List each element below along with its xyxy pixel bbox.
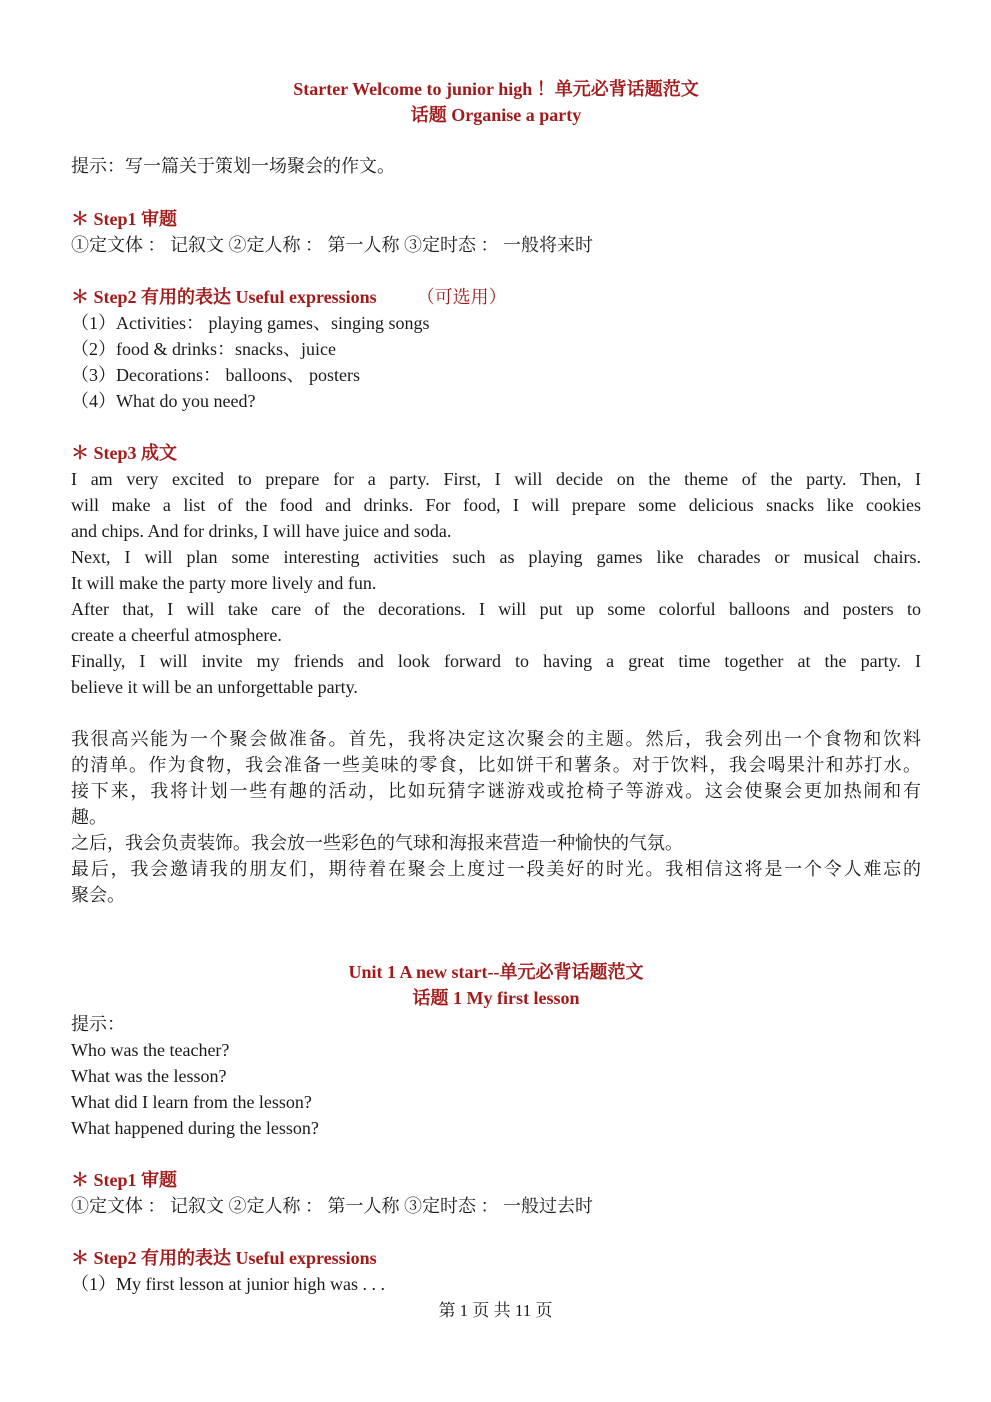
list-item: （2）food & drinks：snacks、juice xyxy=(71,339,336,359)
step1-text: ①定文体 ： 记叙文 ②定人称 ： 第一人称 ③定时态 ： 一般过去时 xyxy=(71,1196,593,1216)
section1-step2 xyxy=(71,284,921,414)
step2-heading: ＊ Step2 有用的表达 Useful expressions xyxy=(71,287,377,307)
essay-line: believe it will be an unforgettable party. xyxy=(71,677,358,697)
essay-zh-line: 我很高兴能为一个聚会做准备。首先，我将决定这次聚会的主题。然后，我会列出一个食物和饮料 xyxy=(71,729,921,749)
essay-line: and chips. And for drinks, I will have juice and soda. xyxy=(71,521,452,541)
essay-zh-line: 最后，我会邀请我的朋友们，期待着在聚会上度过一段美好的时光。我相信这将是一个令人难忘的 xyxy=(71,859,921,879)
step1-text: ①定文体 ： 记叙文 ②定人称 ： 第一人称 ③定时态 ： 一般将来时 xyxy=(71,235,593,255)
section2-header xyxy=(71,959,921,1011)
step1-heading: ＊ Step1 审题 xyxy=(71,209,178,229)
essay-zh-line: 的清单。作为食物，我会准备一些美味的零食，比如饼干和薯条。对于饮料，我会喝果汁和苏打水。 xyxy=(71,755,921,775)
section2-step1 xyxy=(71,1167,921,1219)
hint-text: 提示：写一篇关于策划一场聚会的作文。 xyxy=(71,156,395,176)
essay-zh-line: 趣。 xyxy=(71,807,107,827)
section1-hint xyxy=(71,153,921,179)
section1-header xyxy=(71,76,921,128)
question: What was the lesson? xyxy=(71,1066,227,1086)
list-item: （4）What do you need? xyxy=(71,391,256,411)
essay-line: Next, I will plan some interesting activities such as playing games like charades or musical chairs. xyxy=(71,547,921,567)
section1-title: Starter Welcome to junior high ！单元必背话题范文 xyxy=(293,79,699,99)
list-item: （3）Decorations： balloons、 posters xyxy=(71,365,360,385)
essay-line: will make a list of the food and drinks. For food, I will prepare some delicious snacks like cookies xyxy=(71,495,921,515)
list-item: （1）My first lesson at junior high was . . . xyxy=(71,1274,385,1294)
list-item: （1）Activities： playing games、singing songs xyxy=(71,313,430,333)
section1-essay-zh xyxy=(71,726,921,908)
step2-heading: ＊ Step2 有用的表达 Useful expressions xyxy=(71,1248,377,1268)
essay-zh-line: 接下来，我将计划一些有趣的活动，比如玩猜字谜游戏或抢椅子等游戏。这会使聚会更加热闹和有 xyxy=(71,781,921,801)
question: Who was the teacher? xyxy=(71,1040,230,1060)
essay-line: It will make the party more lively and fun. xyxy=(71,573,377,593)
section2-step2 xyxy=(71,1245,921,1297)
step3-heading: ＊ Step3 成文 xyxy=(71,443,178,463)
essay-zh-line: 聚会。 xyxy=(71,885,125,905)
essay-zh-line: 之后，我会负责装饰。我会放一些彩色的气球和海报来营造一种愉快的气氛。 xyxy=(71,833,683,853)
hint-text: 提示： xyxy=(71,1014,125,1034)
section2-subtitle: 话题 1 My first lesson xyxy=(412,988,580,1008)
essay-line: Finally, I will invite my friends and look forward to having a great time together at the party. I xyxy=(71,651,921,671)
section1-step1 xyxy=(71,206,921,258)
section1-step3 xyxy=(71,440,921,700)
section2-title: Unit 1 A new start--单元必背话题范文 xyxy=(348,962,644,982)
step1-heading: ＊ Step1 审题 xyxy=(71,1170,178,1190)
page-footer: 第 1 页 共 11 页 xyxy=(438,1301,553,1320)
question: What happened during the lesson? xyxy=(71,1118,319,1138)
section2-hint xyxy=(71,1011,921,1141)
question: What did I learn from the lesson? xyxy=(71,1092,312,1112)
step2-optional: （可选用） xyxy=(416,287,507,307)
essay-line: After that, I will take care of the decorations. I will put up some colorful balloons and posters to xyxy=(71,599,921,619)
section1-subtitle: 话题 Organise a party xyxy=(410,105,582,125)
essay-line: I am very excited to prepare for a party. First, I will decide on the theme of the party. Then, I xyxy=(71,469,921,489)
essay-line: create a cheerful atmosphere. xyxy=(71,625,282,645)
